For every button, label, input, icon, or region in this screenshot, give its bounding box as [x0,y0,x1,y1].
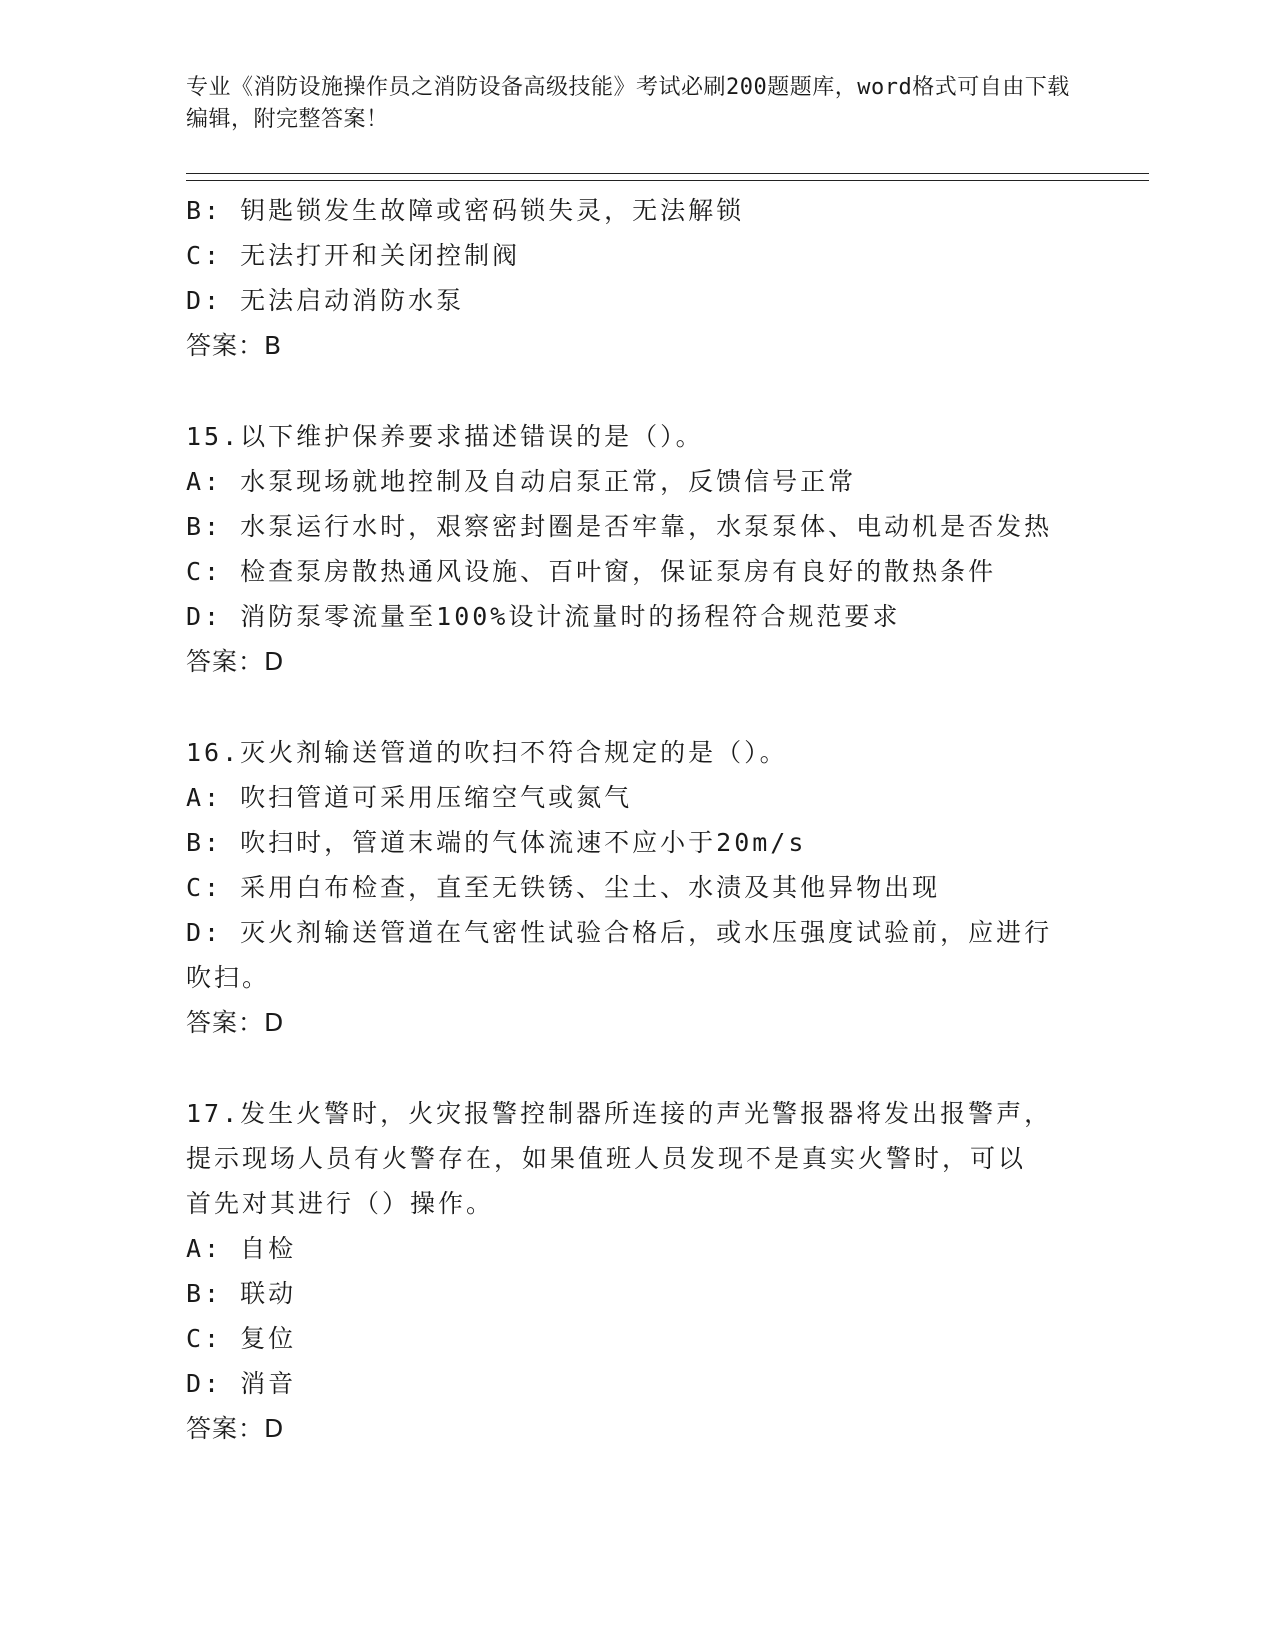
question-stem-line-3: 首先对其进行（）操作。 [186,1189,495,1218]
option-b: B: 联动 [186,1279,297,1308]
question-stem-line-2: 提示现场人员有火警存在，如果值班人员发现不是真实火警时，可以 [186,1144,1027,1173]
option-a: A: 吹扫管道可采用压缩空气或氮气 [186,783,633,812]
option-a: A: 水泵现场就地控制及自动启泵正常，反馈信号正常 [186,467,857,496]
question-16 [186,730,1086,1045]
question-14-remainder [186,188,1086,368]
header-rule-top [186,173,1149,174]
answer: 答案：D [186,647,285,676]
header-rule-bottom [186,180,1149,181]
option-d: D: 消防泵零流量至100%设计流量时的扬程符合规范要求 [186,602,901,631]
question-stem: 16.灭火剂输送管道的吹扫不符合规定的是（）。 [186,738,788,767]
answer: 答案：D [186,1414,285,1443]
question-stem: 15.以下维护保养要求描述错误的是（）。 [186,422,704,451]
answer: 答案：D [186,1008,285,1037]
option-b: B: 吹扫时，管道末端的气体流速不应小于20m/s [186,828,807,857]
option-c: C: 检查泵房散热通风设施、百叶窗，保证泵房有良好的散热条件 [186,557,997,586]
option-a: A: 自检 [186,1234,297,1263]
option-c: C: 无法打开和关闭控制阀 [186,241,521,270]
question-content [186,188,1086,1451]
option-d-line-1: D: 灭火剂输送管道在气密性试验合格后，或水压强度试验前，应进行 [186,918,1053,947]
option-c: C: 采用白布检查，直至无铁锈、尘土、水渍及其他异物出现 [186,873,941,902]
question-stem-line-1: 17.发生火警时，火灾报警控制器所连接的声光警报器将发出报警声， [186,1099,1053,1128]
option-d: D: 无法启动消防水泵 [186,286,465,315]
answer: 答案：B [186,331,283,360]
question-17 [186,1091,1086,1451]
option-b: B: 钥匙锁发生故障或密码锁失灵，无法解锁 [186,196,745,225]
option-d-line-2: 吹扫。 [186,963,271,992]
question-15 [186,414,1086,684]
option-c: C: 复位 [186,1324,297,1353]
option-d: D: 消音 [186,1369,297,1398]
document-header: 专业《消防设施操作员之消防设备高级技能》考试必刷200题题库，word格式可自由下载编辑，附完整答案！ [186,75,1070,132]
option-b: B: 水泵运行水时，艰察密封圈是否牢靠，水泵泵体、电动机是否发热 [186,512,1053,541]
